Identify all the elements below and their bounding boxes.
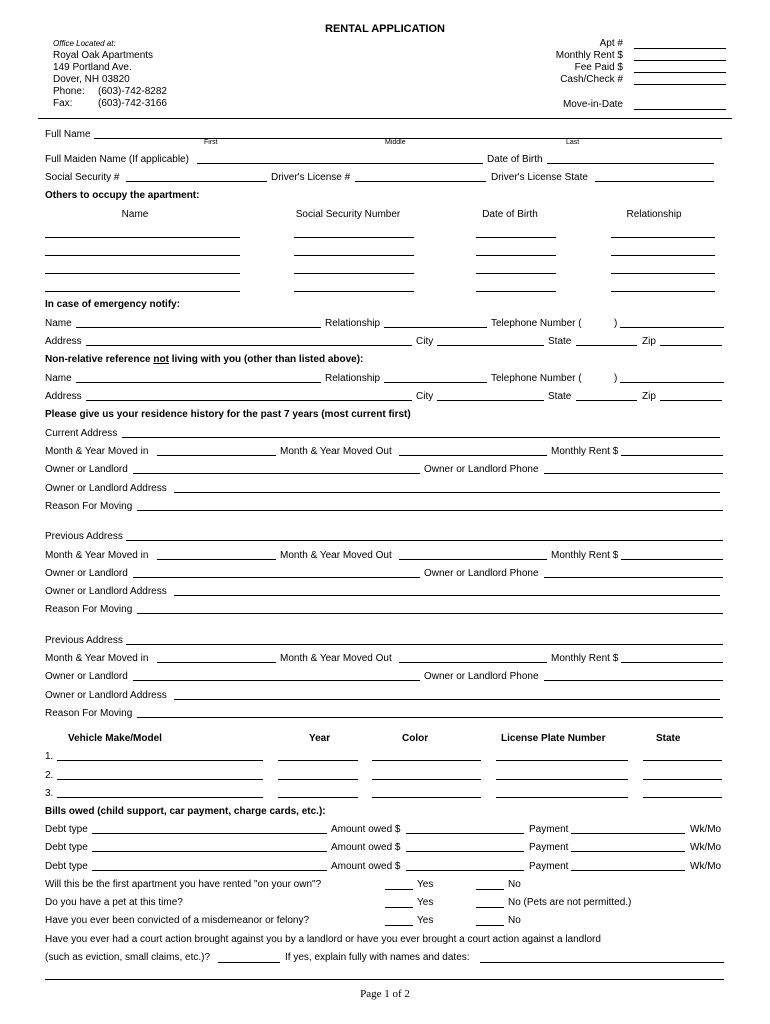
vehicle-make-field[interactable] — [57, 760, 263, 761]
previous-address-label: Previous Address — [45, 635, 123, 646]
vehicle-make-field[interactable] — [57, 797, 263, 798]
occupant-name-field[interactable] — [45, 237, 240, 238]
dl-state-field[interactable] — [595, 181, 714, 182]
yes-label: Yes — [417, 897, 434, 908]
reason-field[interactable] — [137, 717, 723, 718]
debt-type-field[interactable] — [92, 851, 327, 852]
reason-field[interactable] — [137, 510, 723, 511]
ssn-field[interactable] — [126, 181, 267, 182]
reference-relationship-label: Relationship — [325, 373, 381, 384]
reason-label: Reason For Moving — [45, 708, 133, 719]
office-street: 149 Portland Ave. — [53, 62, 132, 73]
occupant-ssn-field[interactable] — [294, 255, 414, 256]
reference-name-label: Name — [45, 373, 72, 384]
vehicle-year-field[interactable] — [278, 779, 358, 780]
emergency-zip-label: Zip — [642, 336, 656, 347]
reference-zip-field[interactable] — [660, 400, 722, 401]
maiden-name-field[interactable] — [197, 163, 483, 164]
occupant-dob-field[interactable] — [476, 291, 556, 292]
occupant-relationship-field[interactable] — [611, 255, 715, 256]
last-caption: Last — [566, 139, 580, 146]
occupant-ssn-field[interactable] — [294, 237, 414, 238]
fee-paid-label: Fee Paid $ — [574, 62, 623, 73]
moved-out-field[interactable] — [399, 559, 547, 560]
emergency-name-field[interactable] — [76, 327, 321, 328]
debt-type-label: Debt type — [45, 842, 88, 853]
occupants-heading: Others to occupy the apartment: — [45, 190, 200, 201]
reference-name-field[interactable] — [76, 382, 321, 383]
emergency-state-label: State — [548, 336, 572, 347]
emergency-city-field[interactable] — [437, 345, 544, 346]
payment-field[interactable] — [571, 833, 685, 834]
debt-type-field[interactable] — [92, 833, 327, 834]
current-address-field[interactable] — [122, 437, 720, 438]
emergency-city-label: City — [416, 336, 434, 347]
landlord-phone-label: Owner or Landlord Phone — [424, 568, 539, 579]
page-number: Page 1 of 2 — [360, 988, 410, 1000]
office-name: Royal Oak Apartments — [53, 50, 154, 61]
monthly-rent-label: Monthly Rent $ — [551, 653, 619, 664]
vehicle-color-field[interactable] — [372, 779, 481, 780]
occupant-name-field[interactable] — [45, 291, 240, 292]
occupant-ssn-field[interactable] — [294, 291, 414, 292]
office-phone: (603)-742-8282 — [98, 86, 167, 97]
divider — [38, 118, 732, 119]
occupant-ssn-field[interactable] — [294, 273, 414, 274]
emergency-name-label: Name — [45, 318, 72, 329]
emergency-relationship-label: Relationship — [325, 318, 381, 329]
payment-label: Payment — [529, 824, 569, 835]
occupant-name-field[interactable] — [45, 273, 240, 274]
period-label: Wk/Mo — [690, 824, 722, 835]
vehicle-col-year: Year — [309, 733, 331, 744]
pet-no-field[interactable] — [476, 907, 504, 908]
landlord-phone-field[interactable] — [544, 473, 723, 474]
emergency-state-field[interactable] — [576, 345, 637, 346]
first-apartment-question: Will this be the first apartment you have rented "on your own"? — [45, 879, 322, 890]
vehicle-color-field[interactable] — [372, 797, 481, 798]
move-in-date-field[interactable] — [634, 109, 726, 110]
vehicle-plate-field[interactable] — [496, 760, 628, 761]
occupant-col-ssn: Social Security Number — [295, 209, 401, 220]
monthly-rent-field[interactable] — [634, 60, 726, 61]
monthly-rent-label: Monthly Rent $ — [551, 550, 619, 561]
period-label: Wk/Mo — [690, 842, 722, 853]
emergency-address-field[interactable] — [86, 345, 412, 346]
yes-label: Yes — [417, 915, 434, 926]
current-address-label: Current Address — [45, 428, 118, 439]
landlord-phone-field[interactable] — [544, 577, 723, 578]
amount-owed-label: Amount owed $ — [331, 842, 401, 853]
no-label: No — [508, 879, 521, 890]
occupant-relationship-field[interactable] — [611, 291, 715, 292]
moved-in-field[interactable] — [157, 455, 276, 456]
monthly-rent-label: Monthly Rent $ — [551, 446, 619, 457]
landlord-phone-field[interactable] — [544, 680, 723, 681]
reference-state-label: State — [548, 391, 572, 402]
occupant-col-relationship: Relationship — [626, 209, 682, 220]
emergency-heading: In case of emergency notify: — [45, 299, 181, 310]
reference-relationship-field[interactable] — [384, 382, 487, 383]
landlord-address-field[interactable] — [174, 595, 720, 596]
court-action-explain-field-2[interactable] — [45, 979, 724, 980]
reason-label: Reason For Moving — [45, 604, 133, 615]
yes-label: Yes — [417, 879, 434, 890]
vehicle-row-number: 2. — [45, 770, 54, 781]
vehicle-make-field[interactable] — [57, 779, 263, 780]
moved-in-label: Month & Year Moved in — [45, 653, 149, 664]
landlord-label: Owner or Landlord — [45, 671, 128, 682]
occupant-dob-field[interactable] — [476, 255, 556, 256]
form-title: RENTAL APPLICATION — [325, 23, 445, 35]
no-label: No — [508, 915, 521, 926]
bills-heading: Bills owed (child support, car payment, charge cards, etc.): — [45, 806, 326, 817]
previous-address-field[interactable] — [126, 644, 723, 645]
landlord-field[interactable] — [133, 680, 420, 681]
vehicle-col-make: Vehicle Make/Model — [68, 733, 162, 744]
reason-label: Reason For Moving — [45, 501, 133, 512]
previous-address-field[interactable] — [126, 540, 723, 541]
vehicle-state-field[interactable] — [643, 797, 722, 798]
amount-owed-field[interactable] — [406, 851, 524, 852]
reference-city-label: City — [416, 391, 434, 402]
moved-out-label: Month & Year Moved Out — [280, 550, 392, 561]
vehicle-col-state: State — [656, 733, 681, 744]
amount-owed-field[interactable] — [406, 833, 524, 834]
reference-address-label: Address — [45, 391, 82, 402]
pet-question: Do you have a pet at this time? — [45, 897, 183, 908]
vehicle-plate-field[interactable] — [496, 797, 628, 798]
payment-field[interactable] — [571, 870, 685, 871]
occupant-name-field[interactable] — [45, 255, 240, 256]
office-fax: (603)-742-3166 — [98, 98, 167, 109]
dob-field[interactable] — [547, 163, 714, 164]
amount-owed-label: Amount owed $ — [331, 861, 401, 872]
vehicle-plate-field[interactable] — [496, 779, 628, 780]
conviction-yes-field[interactable] — [385, 925, 413, 926]
debt-type-label: Debt type — [45, 824, 88, 835]
dl-state-label: Driver's License State — [491, 172, 588, 183]
landlord-label: Owner or Landlord — [45, 568, 128, 579]
moved-out-field[interactable] — [399, 662, 547, 663]
debt-type-field[interactable] — [92, 870, 327, 871]
cash-check-label: Cash/Check # — [560, 74, 623, 85]
apt-label: Apt # — [599, 38, 623, 49]
vehicle-row-number: 3. — [45, 788, 54, 799]
monthly-rent-field[interactable] — [621, 662, 723, 663]
reference-state-field[interactable] — [576, 400, 637, 401]
landlord-address-field[interactable] — [174, 492, 720, 493]
vehicle-state-field[interactable] — [643, 779, 722, 780]
landlord-phone-label: Owner or Landlord Phone — [424, 464, 539, 475]
moved-out-field[interactable] — [399, 455, 547, 456]
conviction-question: Have you ever been convicted of a misdemeanor or felony? — [45, 915, 310, 926]
reference-zip-label: Zip — [642, 391, 656, 402]
first-apartment-yes-field[interactable] — [385, 889, 413, 890]
moved-in-field[interactable] — [157, 559, 276, 560]
moved-in-field[interactable] — [157, 662, 276, 663]
occupant-col-name: Name — [121, 209, 149, 220]
emergency-address-label: Address — [45, 336, 82, 347]
first-apartment-no-field[interactable] — [476, 889, 504, 890]
office-fax-label: Fax: — [53, 98, 73, 109]
vehicle-year-field[interactable] — [278, 797, 358, 798]
court-action-explain-field[interactable] — [480, 962, 724, 963]
office-label: Office Located at: — [53, 39, 116, 48]
moved-in-label: Month & Year Moved in — [45, 550, 149, 561]
middle-caption: Middle — [385, 139, 406, 146]
reference-address-field[interactable] — [86, 400, 412, 401]
office-phone-label: Phone: — [53, 86, 85, 97]
monthly-rent-label: Monthly Rent $ — [555, 50, 623, 61]
vehicle-state-field[interactable] — [643, 760, 722, 761]
occupant-col-dob: Date of Birth — [482, 209, 538, 220]
landlord-address-label: Owner or Landlord Address — [45, 586, 167, 597]
residence-heading: Please give us your residence history for the past 7 years (most current first) — [45, 409, 411, 420]
previous-address-label: Previous Address — [45, 531, 123, 542]
emergency-phone-close: ) — [614, 318, 618, 329]
court-action-question-cont: (such as eviction, small claims, etc.)? — [45, 952, 211, 963]
cash-check-field[interactable] — [634, 84, 726, 85]
landlord-phone-label: Owner or Landlord Phone — [424, 671, 539, 682]
occupant-relationship-field[interactable] — [611, 273, 715, 274]
emergency-relationship-field[interactable] — [384, 327, 487, 328]
occupant-dob-field[interactable] — [476, 237, 556, 238]
payment-label: Payment — [529, 842, 569, 853]
vehicle-color-field[interactable] — [372, 760, 481, 761]
reason-field[interactable] — [137, 613, 723, 614]
monthly-rent-field[interactable] — [621, 559, 723, 560]
vehicle-col-plate: License Plate Number — [501, 733, 606, 744]
moved-in-label: Month & Year Moved in — [45, 446, 149, 457]
vehicle-year-field[interactable] — [278, 760, 358, 761]
fee-paid-field[interactable] — [634, 72, 726, 73]
dl-label: Driver's License # — [271, 172, 351, 183]
vehicle-row-number: 1. — [45, 751, 54, 762]
court-action-answer-field[interactable] — [218, 962, 280, 963]
full-name-label: Full Name — [45, 129, 91, 140]
moved-out-label: Month & Year Moved Out — [280, 653, 392, 664]
monthly-rent-field[interactable] — [621, 455, 723, 456]
payment-label: Payment — [529, 861, 569, 872]
no-pets-label: No (Pets are not permitted.) — [508, 897, 632, 908]
landlord-address-field[interactable] — [174, 699, 720, 700]
amount-owed-label: Amount owed $ — [331, 824, 401, 835]
landlord-label: Owner or Landlord — [45, 464, 128, 475]
landlord-field[interactable] — [133, 577, 420, 578]
first-caption: First — [204, 139, 218, 146]
move-in-date-label: Move-in-Date — [562, 99, 623, 110]
reference-phone-field[interactable] — [620, 382, 724, 383]
court-action-explain-label: If yes, explain fully with names and dates: — [285, 952, 470, 963]
court-action-question: Have you ever had a court action brought against you by a landlord or have you ever brought a court action against a landlord — [45, 934, 601, 945]
vehicle-col-color: Color — [402, 733, 429, 744]
pet-yes-field[interactable] — [385, 907, 413, 908]
full-name-field[interactable] — [94, 138, 722, 139]
conviction-no-field[interactable] — [476, 925, 504, 926]
landlord-field[interactable] — [133, 473, 420, 474]
landlord-address-label: Owner or Landlord Address — [45, 483, 167, 494]
period-label: Wk/Mo — [690, 861, 722, 872]
reference-city-field[interactable] — [437, 400, 544, 401]
landlord-address-label: Owner or Landlord Address — [45, 690, 167, 701]
office-city: Dover, NH 03820 — [53, 74, 130, 85]
payment-field[interactable] — [571, 851, 685, 852]
emergency-phone-label: Telephone Number ( — [491, 318, 582, 329]
reference-phone-close: ) — [614, 373, 618, 384]
maiden-name-label: Full Maiden Name (If applicable) — [45, 154, 189, 165]
emergency-zip-field[interactable] — [660, 345, 722, 346]
amount-owed-field[interactable] — [406, 870, 524, 871]
apt-field[interactable] — [634, 48, 726, 49]
occupant-relationship-field[interactable] — [611, 237, 715, 238]
debt-type-label: Debt type — [45, 861, 88, 872]
ssn-label: Social Security # — [45, 172, 120, 183]
reference-phone-label: Telephone Number ( — [491, 373, 582, 384]
reference-heading: Non-relative reference not living with you (other than listed above): — [45, 354, 364, 365]
moved-out-label: Month & Year Moved Out — [280, 446, 392, 457]
emergency-phone-field[interactable] — [620, 327, 724, 328]
dl-field[interactable] — [355, 181, 486, 182]
occupant-dob-field[interactable] — [476, 273, 556, 274]
dob-label: Date of Birth — [487, 154, 543, 165]
